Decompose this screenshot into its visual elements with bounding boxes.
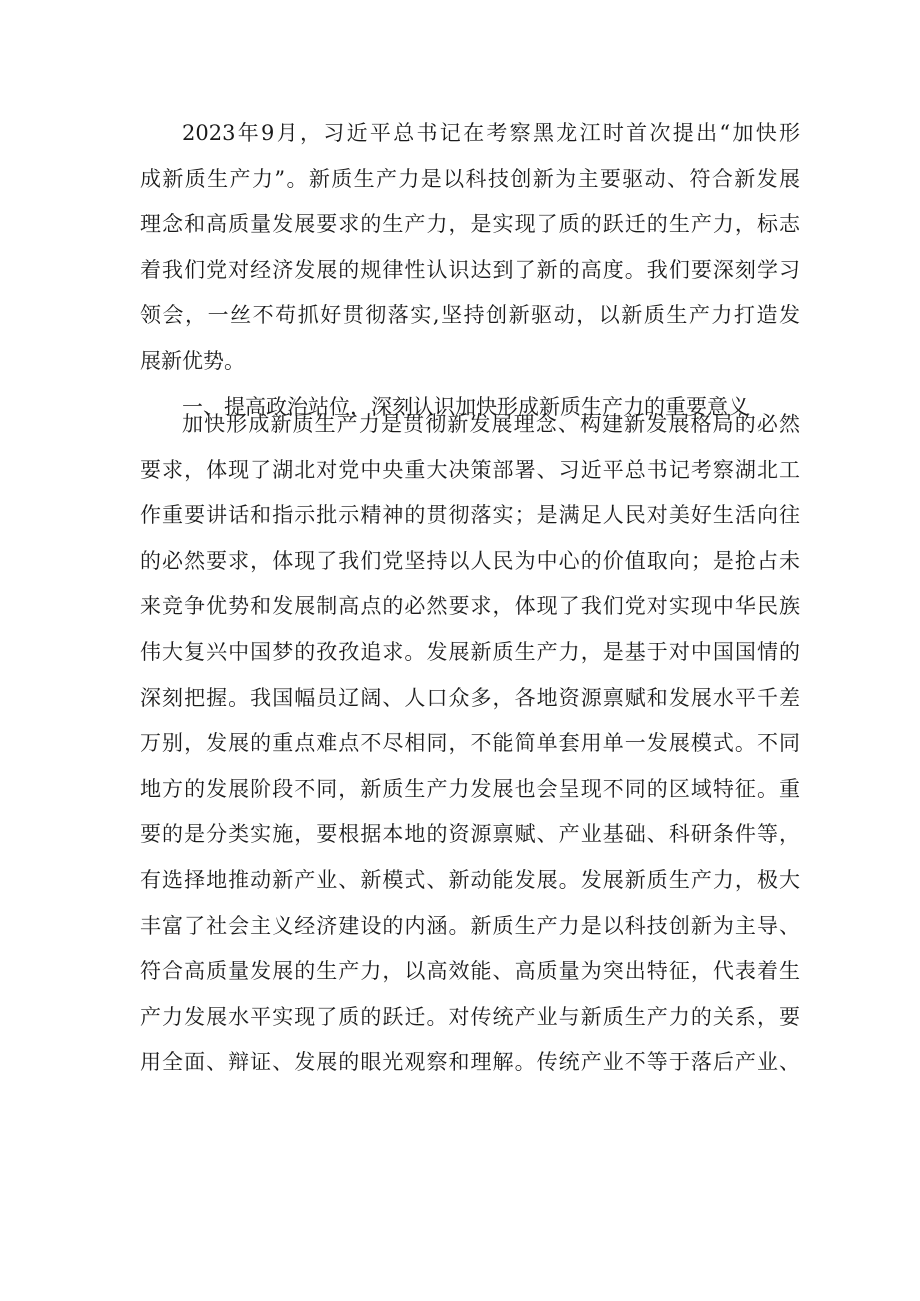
text-line: 产力发展水平实现了质的跃迁。对传统产业与新质生产力的关系，要 xyxy=(140,1004,800,1029)
text-line: 符合高质量发展的生产力，以高效能、高质量为突出特征，代表着生 xyxy=(140,959,800,984)
text-line: 加快形成新质生产力是贯彻新发展理念、构建新发展格局的必然 xyxy=(182,412,800,436)
text-line: 地方的发展阶段不同，新质生产力发展也会呈现不同的区域特征。重 xyxy=(140,776,800,801)
text-line: 要求，体现了湖北对党中央重大决策部署、习近平总书记考察湖北工 xyxy=(140,457,800,482)
text-line: 来竞争优势和发展制高点的必然要求，体现了我们党对实现中华民族 xyxy=(140,594,800,619)
text-line: 有选择地推动新产业、新模式、新动能发展。发展新质生产力，极大 xyxy=(140,867,800,892)
text-line: 伟大复兴中国梦的孜孜追求。发展新质生产力，是基于对中国国情的 xyxy=(140,639,800,664)
text-line: 2023年9月，习近平总书记在考察黑龙江时首次提出“加快形 xyxy=(182,121,800,145)
text-line: 深刻把握。我国幅员辽阔、人口众多，各地资源禀赋和发展水平千差 xyxy=(140,685,800,710)
text-line: 丰富了社会主义经济建设的内涵。新质生产力是以科技创新为主导、 xyxy=(140,913,800,938)
text-line: 的必然要求，体现了我们党坚持以人民为中心的价值取向；是抢占未 xyxy=(140,548,800,573)
text-line: 用全面、辩证、发展的眼光观察和理解。传统产业不等于落后产业、 xyxy=(140,1050,800,1075)
text-line: 领会，一丝不苟抓好贯彻落实,坚持创新驱动，以新质生产力打造发 xyxy=(140,303,800,328)
text-line: 理念和高质量发展要求的生产力，是实现了质的跃迁的生产力，标志 xyxy=(140,212,800,237)
section-heading: 一、提高政治站位，深刻认识加快形成新质生产力的重要意义 xyxy=(182,394,749,419)
intro-paragraph xyxy=(140,111,800,430)
text-line: 展新优势。 xyxy=(140,348,245,373)
body-paragraph xyxy=(140,402,800,1086)
text-line: 作重要讲话和指示批示精神的贯彻落实；是满足人民对美好生活向往 xyxy=(140,503,800,528)
text-line: 成新质生产力”。新质生产力是以科技创新为主要驱动、符合新发展 xyxy=(140,166,800,191)
text-line: 着我们党对经济发展的规律性认识达到了新的高度。我们要深刻学习 xyxy=(140,257,800,282)
text-line: 万别，发展的重点难点不尽相同，不能简单套用单一发展模式。不同 xyxy=(140,731,800,756)
text-line: 要的是分类实施，要根据本地的资源禀赋、产业基础、科研条件等， xyxy=(140,822,800,847)
